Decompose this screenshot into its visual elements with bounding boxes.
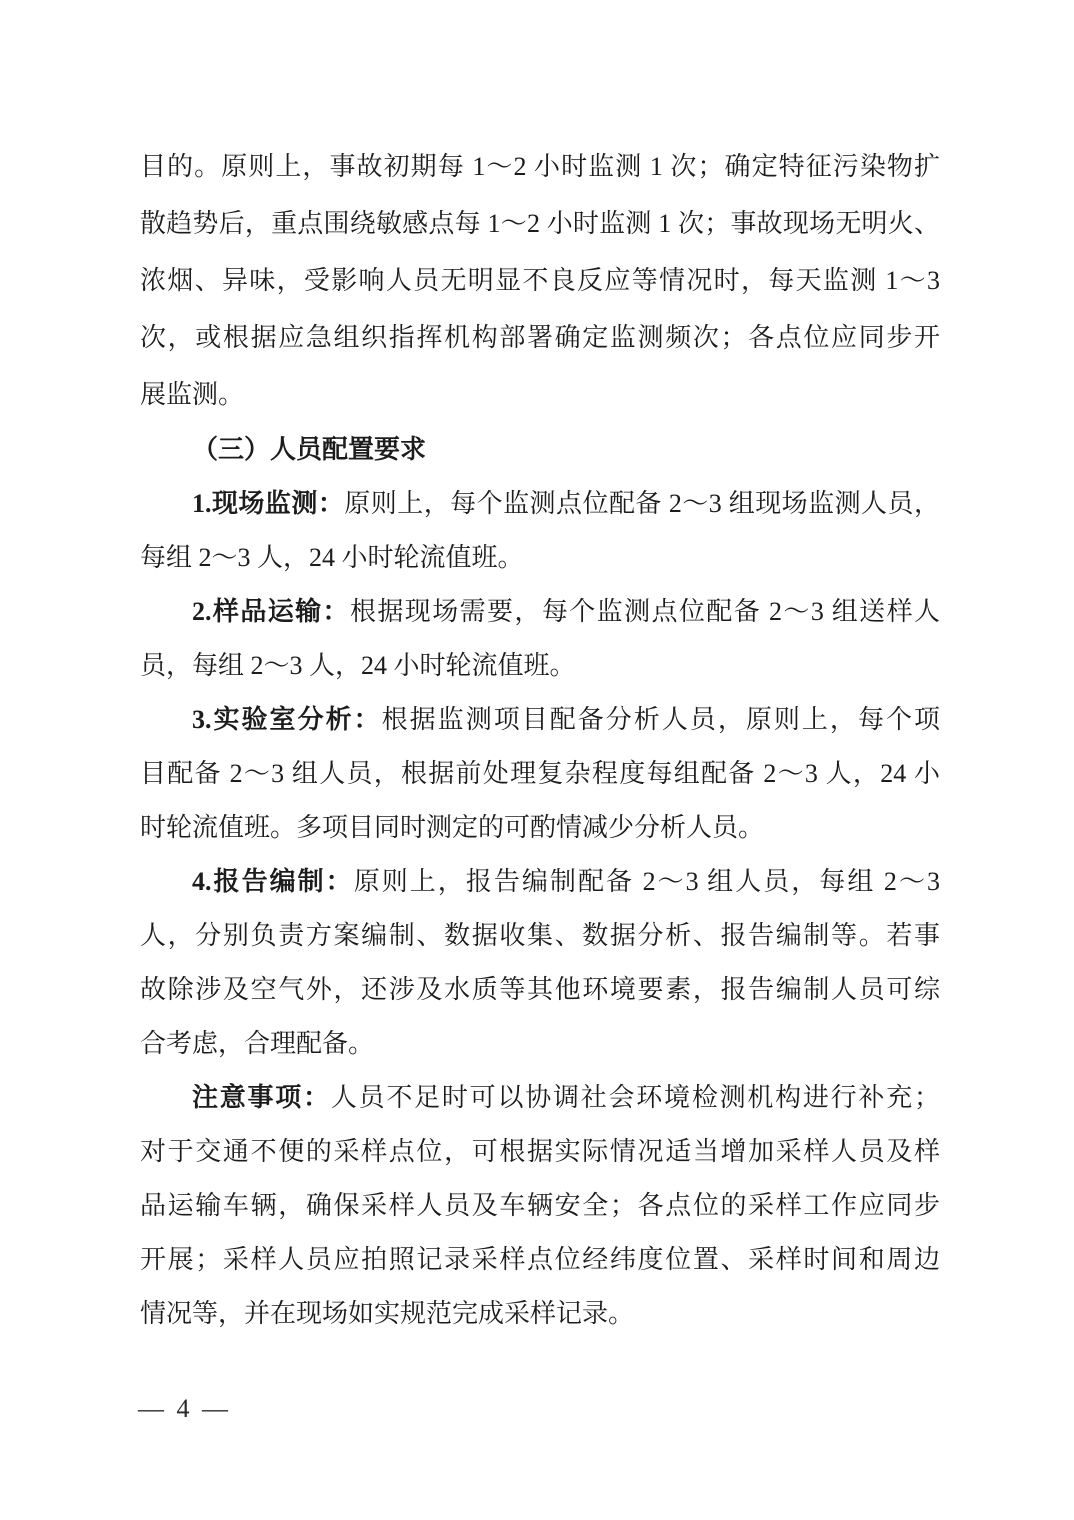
paragraph-line: 次，或根据应急组织指挥机构部署确定监测频次；各点位应同步开: [140, 323, 940, 352]
notes-line: 情况等，并在现场如实规范完成采样记录。: [140, 1299, 635, 1328]
page-body-text: [140, 138, 940, 1341]
item-label: 3.实验室分析：: [192, 705, 382, 734]
paragraph-line: 散趋势后，重点围绕敏感点每 1～2 小时监测 1 次；事故现场无明火、: [140, 209, 940, 238]
notes-line: 开展；采样人员应拍照记录采样点位经纬度位置、采样时间和周边: [140, 1245, 940, 1274]
list-item-line: 故除涉及空气外，还涉及水质等其他环境要素，报告编制人员可综: [140, 975, 940, 1004]
notes-line: [140, 1071, 940, 1125]
list-item-sample-transport: [140, 585, 940, 693]
paragraph-line: 浓烟、异味，受影响人员无明显不良反应等情况时，每天监测 1～3: [140, 266, 940, 295]
paragraph-line: 目的。原则上，事故初期每 1～2 小时监测 1 次；确定特征污染物扩: [140, 152, 940, 181]
notes-line: 品运输车辆，确保采样人员及车辆安全；各点位的采样工作应同步: [140, 1191, 940, 1220]
list-item-line: 合考虑，合理配备。: [140, 1029, 375, 1058]
item-label: 1.现场监测：: [192, 489, 345, 518]
item-text: 原则上，每个监测点位配备 2～3 组现场监测人员，: [344, 489, 940, 518]
item-text: 原则上，报告编制配备 2～3 组人员，每组 2～3: [353, 867, 940, 896]
list-item-line: 员，每组 2～3 人，24 小时轮流值班。: [140, 651, 576, 680]
list-item-report-preparation: [140, 855, 940, 1071]
list-item-line: [140, 477, 940, 531]
list-item-line: 时轮流值班。多项目同时测定的可酌情减少分析人员。: [140, 813, 765, 842]
item-label: 2.样品运输：: [192, 597, 350, 626]
notes-text: 人员不足时可以协调社会环境检测机构进行补充；: [330, 1083, 940, 1112]
list-item-line: [140, 585, 940, 639]
list-item-line: 每组 2～3 人，24 小时轮流值班。: [140, 543, 524, 572]
notes-label: 注意事项：: [192, 1083, 331, 1112]
list-item-line: 目配备 2～3 组人员，根据前处理复杂程度每组配备 2～3 人，24 小: [140, 759, 940, 788]
notes-line: 对于交通不便的采样点位，可根据实际情况适当增加采样人员及样: [140, 1137, 940, 1166]
notes-paragraph: [140, 1071, 940, 1341]
item-label: 4.报告编制：: [192, 867, 354, 896]
paragraph-continuation: [140, 138, 940, 423]
page-number: — 4 —: [138, 1394, 231, 1423]
section-heading: （三）人员配置要求: [192, 435, 427, 464]
item-text: 根据现场需要，每个监测点位配备 2～3 组送样人: [349, 597, 940, 626]
item-text: 根据监测项目配备分析人员，原则上，每个项: [381, 705, 940, 734]
list-item-lab-analysis: [140, 693, 940, 855]
list-item-line: [140, 693, 940, 747]
list-item-line: [140, 855, 940, 909]
paragraph-line: 展监测。: [140, 380, 245, 409]
list-item-field-monitoring: [140, 477, 940, 585]
list-item-line: 人，分别负责方案编制、数据收集、数据分析、报告编制等。若事: [140, 921, 940, 950]
